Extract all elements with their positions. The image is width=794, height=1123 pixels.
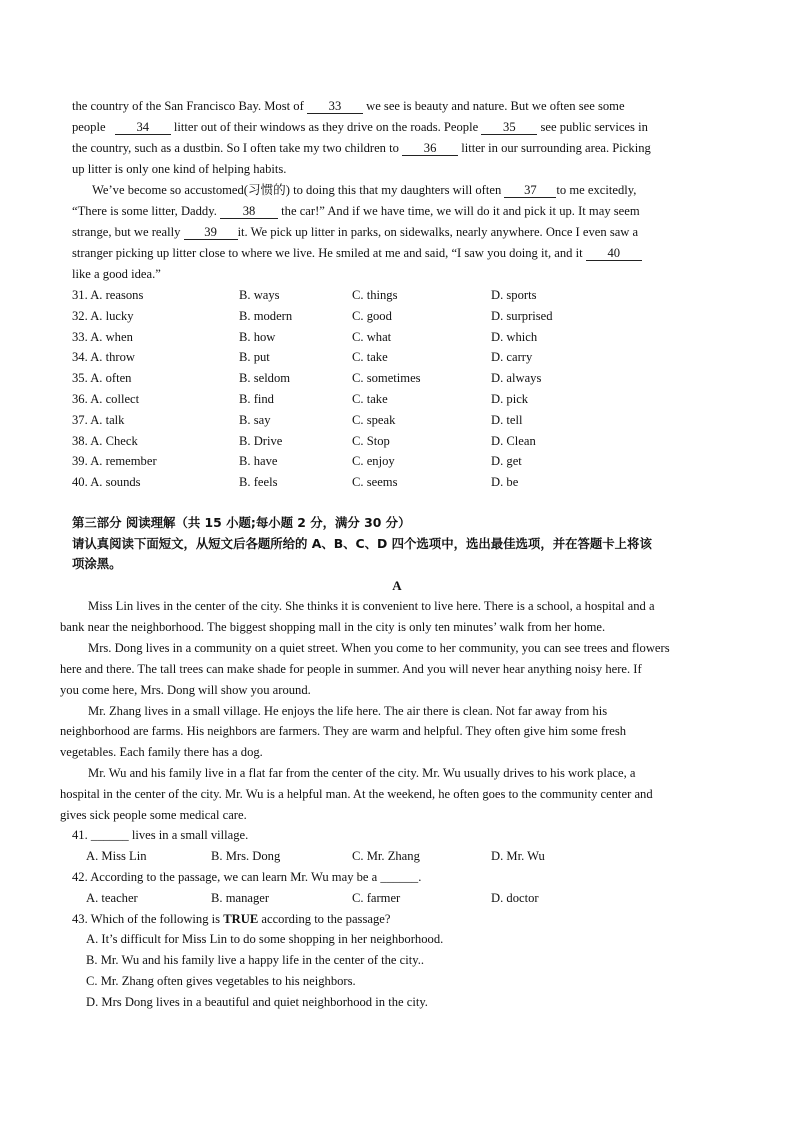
- cloze-option-36-c[interactable]: C. take: [352, 392, 388, 406]
- q43-option-d[interactable]: D. Mrs Dong lives in a beautiful and quiet neighborhood in the city.: [86, 995, 428, 1009]
- text: the country, such as a dustbin. So I often take my two children to: [72, 141, 399, 155]
- cloze-option-33-c[interactable]: C. what: [352, 329, 392, 344]
- cloze-option-40-a[interactable]: 40. A. sounds: [72, 475, 141, 490]
- section-instruction: 请认真阅读下面短文，从短文后各题所给的 A、B、C、D 四个选项中，选出最佳选项，并在答题卡上将该: [72, 536, 652, 551]
- text: litter out of their windows as they drive on the roads. People: [173, 120, 479, 134]
- question-42: 42. According to the passage, we can learn Mr. Wu may be a ______.: [72, 870, 422, 884]
- q42-option-a[interactable]: A. teacher: [86, 891, 138, 905]
- text: see public services in: [540, 120, 648, 134]
- cloze-option-40-d[interactable]: D. be: [491, 475, 519, 490]
- reading-p1-line2: bank near the neighborhood. The biggest shopping mall in the city is only ten minutes’ walk from her home.: [60, 620, 606, 634]
- q43-option-c[interactable]: C. Mr. Zhang often gives vegetables to his neighbors.: [86, 974, 356, 988]
- passage-line-6: [72, 203, 640, 219]
- text: the country of the San Francisco Bay. Most of: [72, 99, 304, 113]
- reading-p4-line3: gives sick people some medical care.: [60, 808, 247, 822]
- passage-line-3: [72, 140, 651, 156]
- reading-p4-line1: Mr. Wu and his family live in a flat far from the center of the city. Mr. Wu usually drives to his work place, a: [88, 766, 636, 780]
- cloze-option-36-a[interactable]: 36. A. collect: [72, 392, 140, 406]
- cloze-option-32-c[interactable]: C. good: [352, 308, 392, 323]
- q41-option-b[interactable]: B. Mrs. Dong: [211, 849, 281, 863]
- cloze-option-34-b[interactable]: B. put: [239, 350, 270, 365]
- cloze-option-38-a[interactable]: 38. A. Check: [72, 433, 138, 448]
- cloze-option-35-d[interactable]: D. always: [491, 371, 542, 386]
- cloze-option-36-d[interactable]: D. pick: [491, 392, 529, 406]
- cloze-option-32-a[interactable]: 32. A. lucky: [72, 308, 134, 323]
- cloze-option-37-a[interactable]: 37. A. talk: [72, 412, 125, 427]
- passage-line-2: [72, 119, 648, 135]
- blank-38: 38: [220, 204, 278, 219]
- reading-p2-line2: here and there. The tall trees can make shade for people in summer. And you will never hear anything noisy here. If: [60, 662, 642, 676]
- text: according to the passage?: [261, 912, 391, 926]
- question-41: 41. ______ lives in a small village.: [72, 828, 249, 842]
- cloze-option-33-b[interactable]: B. how: [239, 329, 276, 344]
- cloze-option-39-d[interactable]: D. get: [491, 454, 522, 469]
- cloze-option-32-d[interactable]: D. surprised: [491, 308, 553, 323]
- text: the car!” And if we have time, we will do it and pick it up. It may seem: [281, 204, 640, 218]
- blank-35: 35: [481, 120, 537, 135]
- blank-40: 40: [586, 246, 642, 261]
- text: to me excitedly,: [556, 183, 637, 197]
- cloze-option-40-b[interactable]: B. feels: [239, 475, 278, 490]
- cloze-option-37-d[interactable]: D. tell: [491, 412, 523, 427]
- cloze-option-38-c[interactable]: C. Stop: [352, 433, 390, 448]
- reading-p3-line1: Mr. Zhang lives in a small village. He enjoys the life here. The air there is clean. Not far away from his: [88, 704, 608, 718]
- cloze-option-37-c[interactable]: C. speak: [352, 412, 396, 427]
- blank-39: 39: [184, 225, 238, 240]
- q42-option-c[interactable]: C. farmer: [352, 891, 401, 905]
- text: strange, but we really: [72, 225, 181, 239]
- section-instruction-cont: 项涂黑。: [72, 556, 122, 571]
- reading-p3-line3: vegetables. Each family there has a dog.: [60, 745, 263, 759]
- passage-line-7: [72, 224, 638, 240]
- cloze-option-35-b[interactable]: B. seldom: [239, 371, 291, 386]
- reading-p1-line1: Miss Lin lives in the center of the city. She thinks it is convenient to live here. There is a school, a hospital and a: [88, 599, 655, 613]
- passage-line-8: [72, 245, 642, 261]
- cloze-option-36-b[interactable]: B. find: [239, 392, 274, 406]
- q43-option-a[interactable]: A. It’s difficult for Miss Lin to do some shopping in her neighborhood.: [86, 932, 444, 946]
- text: stranger picking up litter close to where we live. He smiled at me and said, “I saw you doing it, and it: [72, 246, 583, 260]
- cloze-option-31-d[interactable]: D. sports: [491, 288, 537, 302]
- text: “There is some litter, Daddy.: [72, 204, 217, 218]
- passage-label: A: [392, 578, 402, 593]
- q42-option-d[interactable]: D. doctor: [491, 891, 539, 905]
- blank-34: 34: [115, 120, 171, 135]
- blank-33: 33: [307, 99, 363, 114]
- reading-p2-line3: you come here, Mrs. Dong will show you around.: [60, 683, 311, 697]
- cloze-option-39-a[interactable]: 39. A. remember: [72, 454, 157, 469]
- section-title: 第三部分 阅读理解（共 15 小题;每小题 2 分，满分 30 分）: [72, 515, 411, 530]
- cloze-option-39-c[interactable]: C. enjoy: [352, 454, 395, 469]
- cloze-option-31-a[interactable]: 31. A. reasons: [72, 288, 144, 302]
- cloze-option-38-b[interactable]: B. Drive: [239, 433, 283, 448]
- q41-option-a[interactable]: A. Miss Lin: [86, 849, 147, 863]
- text: 43. Which of the following is: [72, 912, 221, 926]
- text: We’ve become so accustomed(习惯的) to doing this that my daughters will often: [92, 183, 502, 197]
- cloze-option-38-d[interactable]: D. Clean: [491, 433, 536, 448]
- cloze-option-40-c[interactable]: C. seems: [352, 475, 398, 490]
- blank-36: 36: [402, 141, 458, 156]
- q41-option-c[interactable]: C. Mr. Zhang: [352, 849, 420, 863]
- blank-37: 37: [504, 183, 556, 198]
- cloze-option-32-b[interactable]: B. modern: [239, 308, 293, 323]
- cloze-option-34-d[interactable]: D. carry: [491, 350, 533, 365]
- cloze-option-31-b[interactable]: B. ways: [239, 288, 280, 302]
- emphasis: TRUE: [223, 912, 259, 926]
- text: litter in our surrounding area. Picking: [461, 141, 651, 155]
- question-43: [72, 911, 390, 927]
- reading-p4-line2: hospital in the center of the city. Mr. Wu is a helpful man. At the weekend, he often goes to the community center and: [60, 787, 653, 801]
- cloze-option-31-c[interactable]: C. things: [352, 288, 398, 302]
- cloze-option-33-a[interactable]: 33. A. when: [72, 329, 133, 344]
- text: people: [72, 120, 106, 134]
- text: we see is beauty and nature. But we often see some: [366, 99, 625, 113]
- reading-p2-line1: Mrs. Dong lives in a community on a quiet street. When you come to her community, you can see trees and flowers: [88, 641, 670, 655]
- q43-option-b[interactable]: B. Mr. Wu and his family live a happy life in the center of the city..: [86, 953, 425, 967]
- cloze-option-34-a[interactable]: 34. A. throw: [72, 350, 135, 365]
- cloze-option-33-d[interactable]: D. which: [491, 329, 538, 344]
- passage-line-4: up litter is only one kind of helping habits.: [72, 162, 287, 176]
- text: it. We pick up litter in parks, on sidewalks, nearly anywhere. Once I even saw a: [237, 225, 639, 239]
- reading-p3-line2: neighborhood are farms. His neighbors are farmers. They are warm and helpful. They often give him some fresh: [60, 724, 627, 738]
- cloze-option-39-b[interactable]: B. have: [239, 454, 278, 469]
- q42-option-b[interactable]: B. manager: [211, 891, 270, 905]
- q41-option-d[interactable]: D. Mr. Wu: [491, 849, 545, 863]
- cloze-option-35-a[interactable]: 35. A. often: [72, 371, 132, 386]
- cloze-option-34-c[interactable]: C. take: [352, 350, 388, 365]
- passage-line-1: [72, 98, 625, 114]
- cloze-option-35-c[interactable]: C. sometimes: [352, 371, 421, 386]
- cloze-option-37-b[interactable]: B. say: [239, 412, 271, 427]
- passage-line-5: [92, 182, 636, 198]
- passage-line-9: like a good idea.”: [72, 267, 161, 281]
